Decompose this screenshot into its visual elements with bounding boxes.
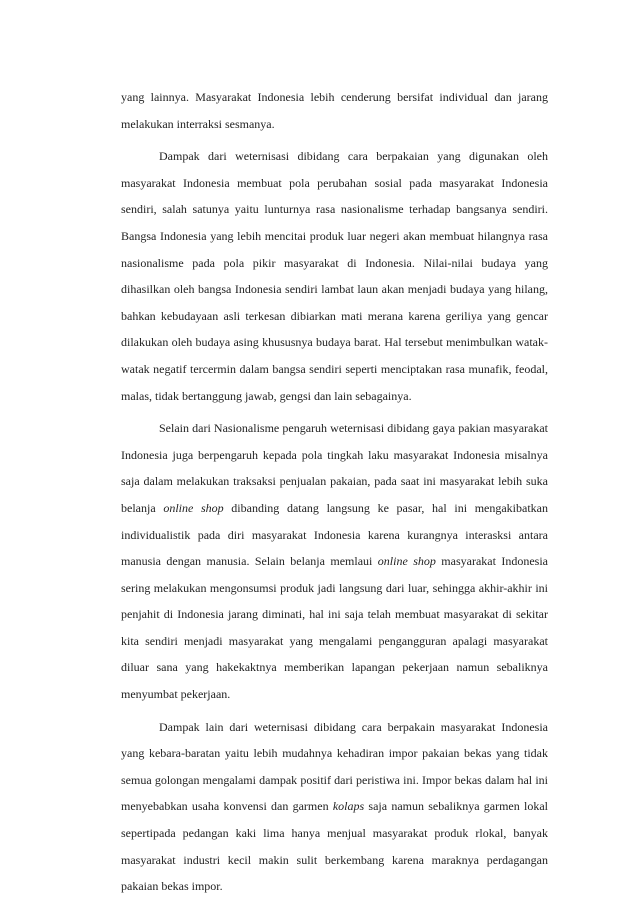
paragraph-1 xyxy=(121,84,548,137)
paragraph-4-text-b: saja namun sebaliknya garmen lokal sepertipada pedangan kaki lima hanya menjual masyarakat produk rlokal, banyak masyarakat industri kecil makin sulit berkembang karena maraknya perdagangan pakaian bekas impor. xyxy=(121,799,549,894)
paragraph-3-text-c: masyarakat Indonesia sering melakukan mengonsumsi produk jadi langsung dari luar, sehingga akhir-akhir ini penjahit di Indonesia jarang diminati, hal ini saja telah membuat masyarakat di sekitar kita sendiri menjadi masyarakat yang mengalami pengangguran apalagi masyarakat diluar sana yang hakekaktnya memberikan lapangan pekerjaan namun sebaliknya menyumbat pekerjaan. xyxy=(121,554,549,702)
paragraph-1-text: yang lainnya. Masyarakat Indonesia lebih cenderung bersifat individual dan jarang melakukan interraksi sesmanya. xyxy=(121,90,548,131)
paragraph-4-text-a: Dampak lain dari weternisasi dibidang cara berpakain masyarakat Indonesia yang kebara-baratan yaitu lebih mudahnya kehadiran impor pakaian bekas yang tidak semua golongan mengalami dampak positif dari peristiwa ini. Impor bekas dalam hal ini menyebabkan usaha konvensi dan garmen xyxy=(121,719,548,814)
paragraph-2-text: Dampak dari weternisasi dibidang cara berpakaian yang digunakan oleh masyarakat Indonesia membuat pola perubahan sosial pada masyarakat Indonesia sendiri, salah satunya yaitu lunturnya rasa nasionalisme terhadap bangsanya sendiri. Bangsa Indonesia yang lebih mencitai produk luar negeri akan membuat hilangnya rasa nasionalisme pada pola pikir masyarakat di Indonesia. Nilai-nilai budaya yang dihasilkan oleh bangsa Indonesia sendiri lambat laun akan menjadi budaya yang hilang, bahkan kebudayaan asli terkesan dibiarkan mati merana karena geriliya yang gencar dilakukan oleh budaya asing khususnya budaya barat. Hal tersebut menimbulkan watak-watak negatif tercermin dalam bangsa sendiri seperti menciptakan rasa munafik, feodal, malas, tidak bertanggung jawab, gengsi dan lain sebagainya. xyxy=(121,149,548,403)
paragraph-4 xyxy=(121,714,548,900)
paragraph-3-italic-online-shop-2: online shop xyxy=(377,554,436,569)
paragraph-3 xyxy=(121,415,548,708)
paragraph-4-italic-kolaps: kolaps xyxy=(332,799,365,814)
paragraph-2 xyxy=(121,143,548,409)
paragraph-3-italic-online-shop-1: online shop xyxy=(163,500,224,515)
document-body xyxy=(121,84,548,900)
paragraph-3-text-b: dibanding datang langsung ke pasar, hal ini mengakibatkan individualistik pada diri masyarakat Indonesia karena kurangnya interasksi antara manusia dengan manusia. Selain belanja memlaui xyxy=(121,500,548,569)
paragraph-3-text-a: Selain dari Nasionalisme pengaruh weternisasi dibidang gaya pakian masyarakat Indonesia juga berpengaruh kepada pola tingkah laku masyarakat Indonesia misalnya saja dalam melakukan traksaksi penjualan pakaian, pada saat ini masyarakat lebih suka belanja xyxy=(121,421,548,515)
